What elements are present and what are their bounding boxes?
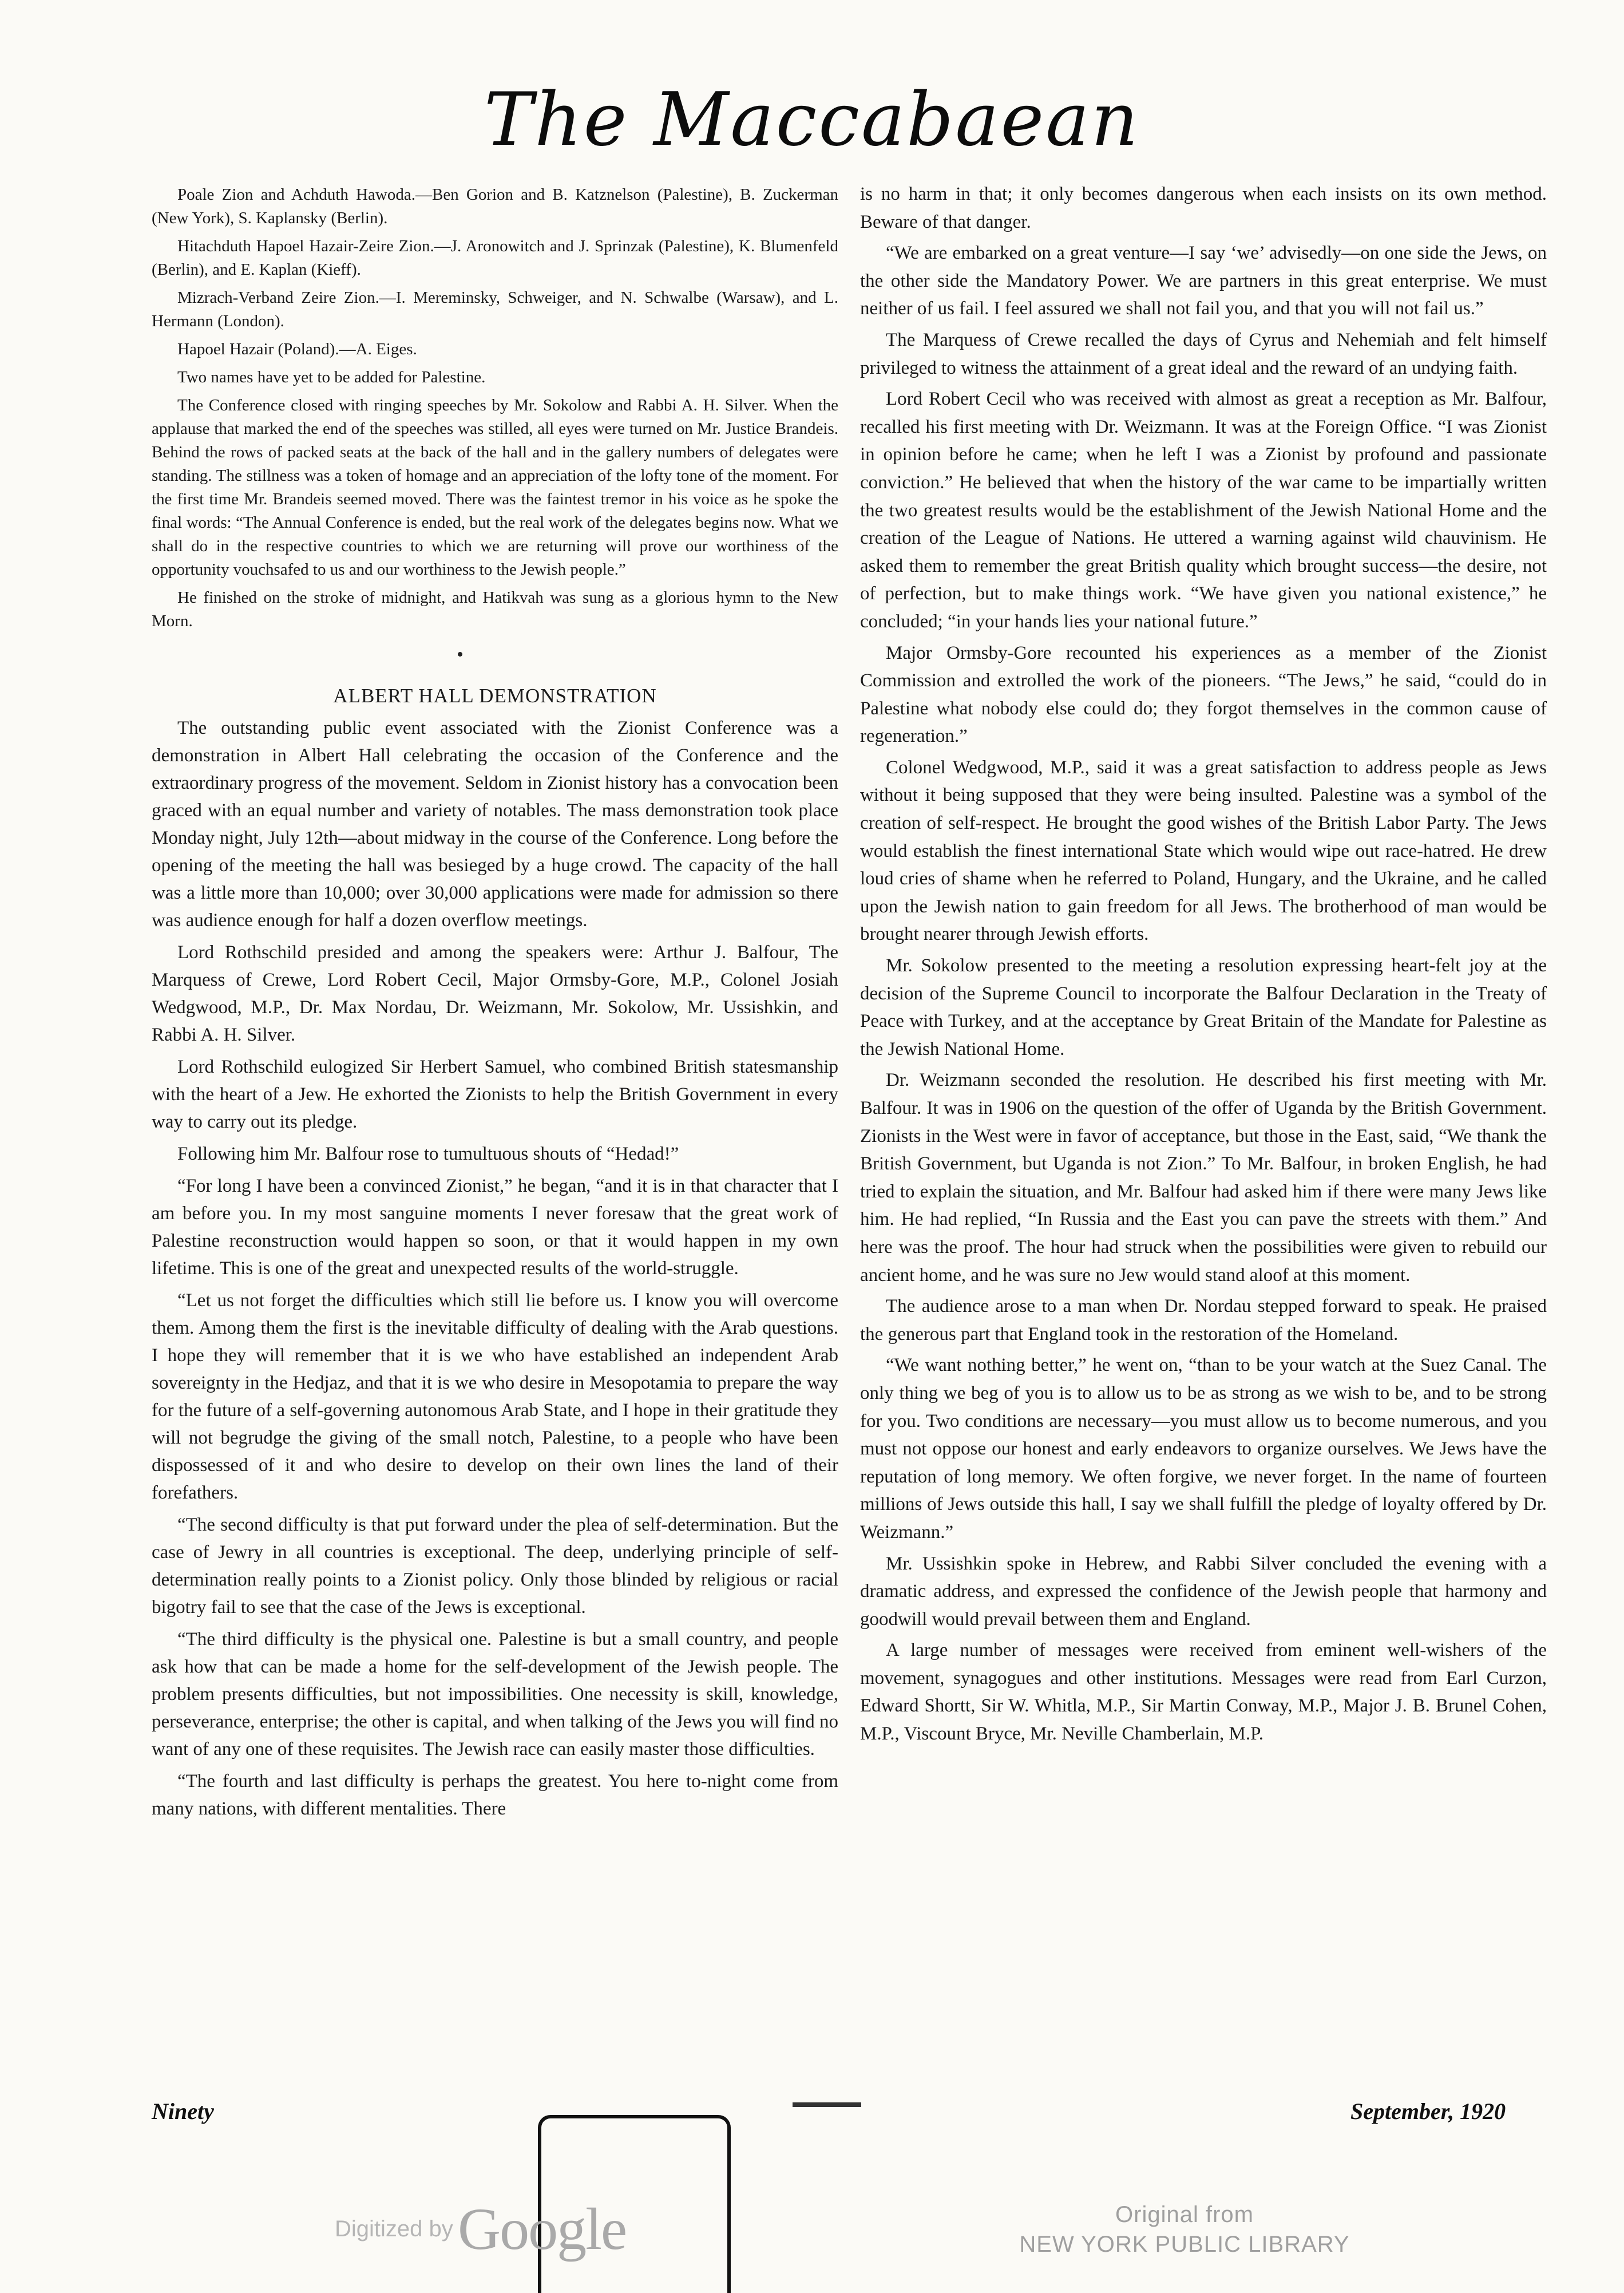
article-paragraph: Mr. Sokolow presented to the meeting a resolution expressing heart-felt joy at the decision of the Supreme Council to incorporate the Balfour Declaration in the Treaty of Peace with Turkey, and at the acceptance by Great Britain of the Mandate for Palestine as the Jewish National Home. bbox=[860, 955, 1547, 1059]
delegates-paragraph: Poale Zion and Achduth Hawoda.—Ben Gorion and B. Katznelson (Palestine), B. Zuckerman (New York), S. Kaplansky (Berlin). bbox=[152, 185, 838, 227]
delegates-paragraph: Hitachduth Hapoel Hazair-Zeire Zion.—J. Aronowitch and J. Sprinzak (Palestine), K. Blumenfeld (Berlin), and E. Kaplan (Kieff). bbox=[152, 237, 838, 279]
article-paragraph: “The second difficulty is that put forward under the plea of self-determination. But the case of Jewry in all countries is exceptional. The deep, underlying principle of self-determination really points to a Zionist policy. Only those blinded by religious or racial bigotry fail to see that the case of the Jews is exceptional. bbox=[152, 1515, 838, 1618]
conference-closing-paragraph: The Conference closed with ringing speeches by Mr. Sokolow and Rabbi A. H. Silver. When the applause that marked the end of the speeches was stilled, all eyes were turned on Mr. Justice Brandeis. Behind the rows of packed seats at the back of the hall and in the gallery numbers of delegates were standing. The stillness was a token of homage and an appreciation of the lofty tone of the moment. For the first time Mr. Brandeis seemed moved. There was the faintest tremor in his voice as he spoke the final words: “The Annual Conference is ended, but the real work of the delegates begins now. What we shall do in the respective countries to which we are returning will prove our worthiness of the opportunity vouchsafed to us and our worthiness to the Jewish people.” bbox=[152, 396, 838, 579]
article-left-column bbox=[152, 682, 838, 1827]
print-mark bbox=[793, 2102, 861, 2107]
article-paragraph: A large number of messages were received from eminent well-wishers of the movement, synagogues and other institutions. Messages were read from Earl Curzon, Edward Shortt, Sir W. Whitla, M.P., Sir Martin Conway, M.P., Major J. B. Brunel Cohen, M.P., Viscount Bryce, Mr. Neville Chamberlain, M.P. bbox=[860, 1640, 1547, 1745]
article-paragraph: Lord Rothschild eulogized Sir Herbert Samuel, who combined British statesmanship with the heart of a Jew. He exhorted the Zionists to help the British Government in every way to carry out its pledge. bbox=[152, 1057, 838, 1132]
article-paragraph: “For long I have been a convinced Zionist,” he began, “and it is in that character that I am before you. In my most sanguine moments I never foresaw that the great work of Palestine reconstruction would happen so soon, or that it would happen in my own lifetime. This is one of the great and unexpected results of the world-struggle. bbox=[152, 1176, 838, 1279]
article-paragraph: Lord Rothschild presided and among the speakers were: Arthur J. Balfour, The Marquess of Crewe, Lord Robert Cecil, Major Ormsby-Gore, M.P., Colonel Josiah Wedgwood, M.P., Dr. Max Nordau, Dr. Weizmann, Mr. Sokolow, Mr. Ussishkin, and Rabbi A. H. Silver. bbox=[152, 942, 838, 1045]
article-paragraph: “The third difficulty is the physical one. Palestine is but a small country, and people ask how that can be made a home for the self-development of the Jewish people. The problem presents difficulties, but not impossibilities. One necessity is skill, knowledge, perseverance, enterprise; the other is capital, and when talking of the Jews you will find no want of any one of these requisites. The Jewish race can easily master those difficulties. bbox=[152, 1629, 838, 1760]
google-logo: Google bbox=[458, 2196, 627, 2262]
digitized-by-label: Digitized by bbox=[335, 2216, 453, 2241]
original-from-text: Original from bbox=[1115, 2202, 1254, 2227]
article-right-column bbox=[860, 180, 1547, 1752]
article-paragraph: The audience arose to a man when Dr. Nordau stepped forward to speak. He praised the generous part that England took in the restoration of the Homeland. bbox=[860, 1296, 1547, 1345]
article-paragraph: Major Ormsby-Gore recounted his experiences as a member of the Zionist Commission and extrolled the work of the pioneers. “The Jews,” he said, “could do in Palestine what nobody else could do; they forgot themselves in the common cause of regeneration.” bbox=[860, 642, 1547, 747]
article-paragraph: The outstanding public event associated with the Zionist Conference was a demonstration in Albert Hall celebrating the occasion of the Conference and the extraordinary progress of the movement. Seldom in Zionist history has a convocation been graced with an equal number and variety of notables. The mass demonstration took place Monday night, July 12th—about midway in the course of the Conference. Long before the opening of the meeting the hall was besieged by a huge crowd. The capacity of the hall was a little more than 10,000; over 30,000 applications were made for admission so there was audience enough for half a dozen overflow meetings. bbox=[152, 718, 838, 931]
article-paragraph: Dr. Weizmann seconded the resolution. He described his first meeting with Mr. Balfour. It was in 1906 on the question of the offer of Uganda by the British Government. Zionists in the West were in favor of acceptance, but those in the East, said, “We thank the British Government, but Uganda is not Zion.” To Mr. Balfour, in broken English, he had tried to explain the situation, and Mr. Balfour had asked him if there were many Jews like him. He had replied, “In Russia and the East you can pave the streets with them.” And here was the proof. The hour had struck when the possibilities were given to rebuild our ancient home, and he was sure no Jew would stand aloof at this moment. bbox=[860, 1070, 1547, 1286]
article-paragraph: “We are embarked on a great venture—I say ‘we’ advisedly—on one side the Jews, on the other side the Mandatory Power. We are partners in this great enterprise. We must neither of us fail. I feel assured we shall not fail you, and that you will not fail us.” bbox=[860, 243, 1547, 319]
article-paragraph: The Marquess of Crewe recalled the days of Cyrus and Nehemiah and felt himself privileged to witness the attainment of a great ideal and the reward of an undying faith. bbox=[860, 329, 1547, 378]
article-paragraph: Mr. Ussishkin spoke in Hebrew, and Rabbi Silver concluded the evening with a dramatic address, and expressed the confidence of the Jewish people that harmony and goodwill would prevail between them and England. bbox=[860, 1553, 1547, 1630]
article-paragraph: is no harm in that; it only becomes dangerous when each insists on its own method. Beware of that danger. bbox=[860, 184, 1547, 232]
delegates-paragraph: Hapoel Hazair (Poland).—A. Eiges. bbox=[177, 340, 417, 358]
article-paragraph: Colonel Wedgwood, M.P., said it was a great satisfaction to address people as Jews without it being supposed that they were being insulted. Palestine was a symbol of the creation of self-respect. He brought the good wishes of the British Labor Party. The Jews would establish the finest international State which would wipe out race-hatred. He drew loud cries of shame when he referred to Poland, Hungary, and the Ukraine, and he called upon the Jewish nation to gain freedom for all Jews. The brotherhood of man would be brought nearer through Jewish efforts. bbox=[860, 757, 1547, 945]
masthead-title: The Maccabaean bbox=[484, 77, 1140, 163]
library-name-text: NEW YORK PUBLIC LIBRARY bbox=[1019, 2232, 1350, 2257]
delegates-list bbox=[152, 183, 838, 638]
delegates-paragraph: Two names have yet to be added for Palestine. bbox=[177, 368, 486, 386]
article-paragraph: “The fourth and last difficulty is perhaps the greatest. You here to-night come from many nations, with different mentalities. There bbox=[152, 1771, 838, 1819]
article-title: ALBERT HALL DEMONSTRATION bbox=[333, 685, 657, 707]
delegates-paragraph: Mizrach-Verband Zeire Zion.—I. Mereminsky, Schweiger, and N. Schwalbe (Warsaw), and L. Hermann (London). bbox=[152, 288, 838, 330]
section-divider-dot bbox=[458, 652, 462, 657]
article-paragraph: Lord Robert Cecil who was received with almost as great a reception as Mr. Balfour, recalled his first meeting with Dr. Weizmann. It was at the Foreign Office. “I was Zionist in opinion before he came; when he left I was a Zionist by profound and passionate conviction.” He believed that when the history of the war came to be impartially written the two greatest results would be the establishment of the Jewish National Home and the creation of the League of Nations. He uttered a warning against wild chauvinism. He asked them to remember the great British quality which brought success—the desire, not of perfection, but to make things work. “We have given you national existence,” he concluded; “in your hands lies your national future.” bbox=[860, 389, 1547, 632]
source-library-label bbox=[973, 2200, 1396, 2259]
article-paragraph: Following him Mr. Balfour rose to tumultuous shouts of “Hedad!” bbox=[177, 1144, 679, 1164]
page-number: Ninety bbox=[152, 2098, 214, 2124]
article-paragraph: “We want nothing better,” he went on, “than to be your watch at the Suez Canal. The only thing we beg of you is to allow us to be as strong as we wish to be, and to be strong for you. Two conditions are necessary—you must allow us to become numerous, and you must not oppose our honest and early endeavors to organize ourselves. We Jews have the reputation of long memory. We often forgive, we never forget. In the name of fourteen millions of Jews outside this hall, I say we shall fulfill the pledge of loyalty offered by Dr. Weizmann.” bbox=[860, 1355, 1547, 1543]
conference-closing-paragraph: He finished on the stroke of midnight, and Hatikvah was sung as a glorious hymn to the New Morn. bbox=[152, 588, 838, 630]
article-paragraph: “Let us not forget the difficulties which still lie before us. I know you will overcome them. Among them the first is the inevitable difficulty of dealing with the Arab questions. I hope they will remember that it is we who have established an independent Arab sovereignty in the Hedjaz, and that it is we who desire in Mesopotamia to prepare the way for the future of a self-governing autonomous Arab State, and I hope in their gratitude they will not begrudge the giving of the small notch, Palestine, to a people who have been dispossessed of it and who desire to develop on their own lines the land of their forefathers. bbox=[152, 1290, 838, 1503]
issue-date: September, 1920 bbox=[1350, 2098, 1506, 2124]
